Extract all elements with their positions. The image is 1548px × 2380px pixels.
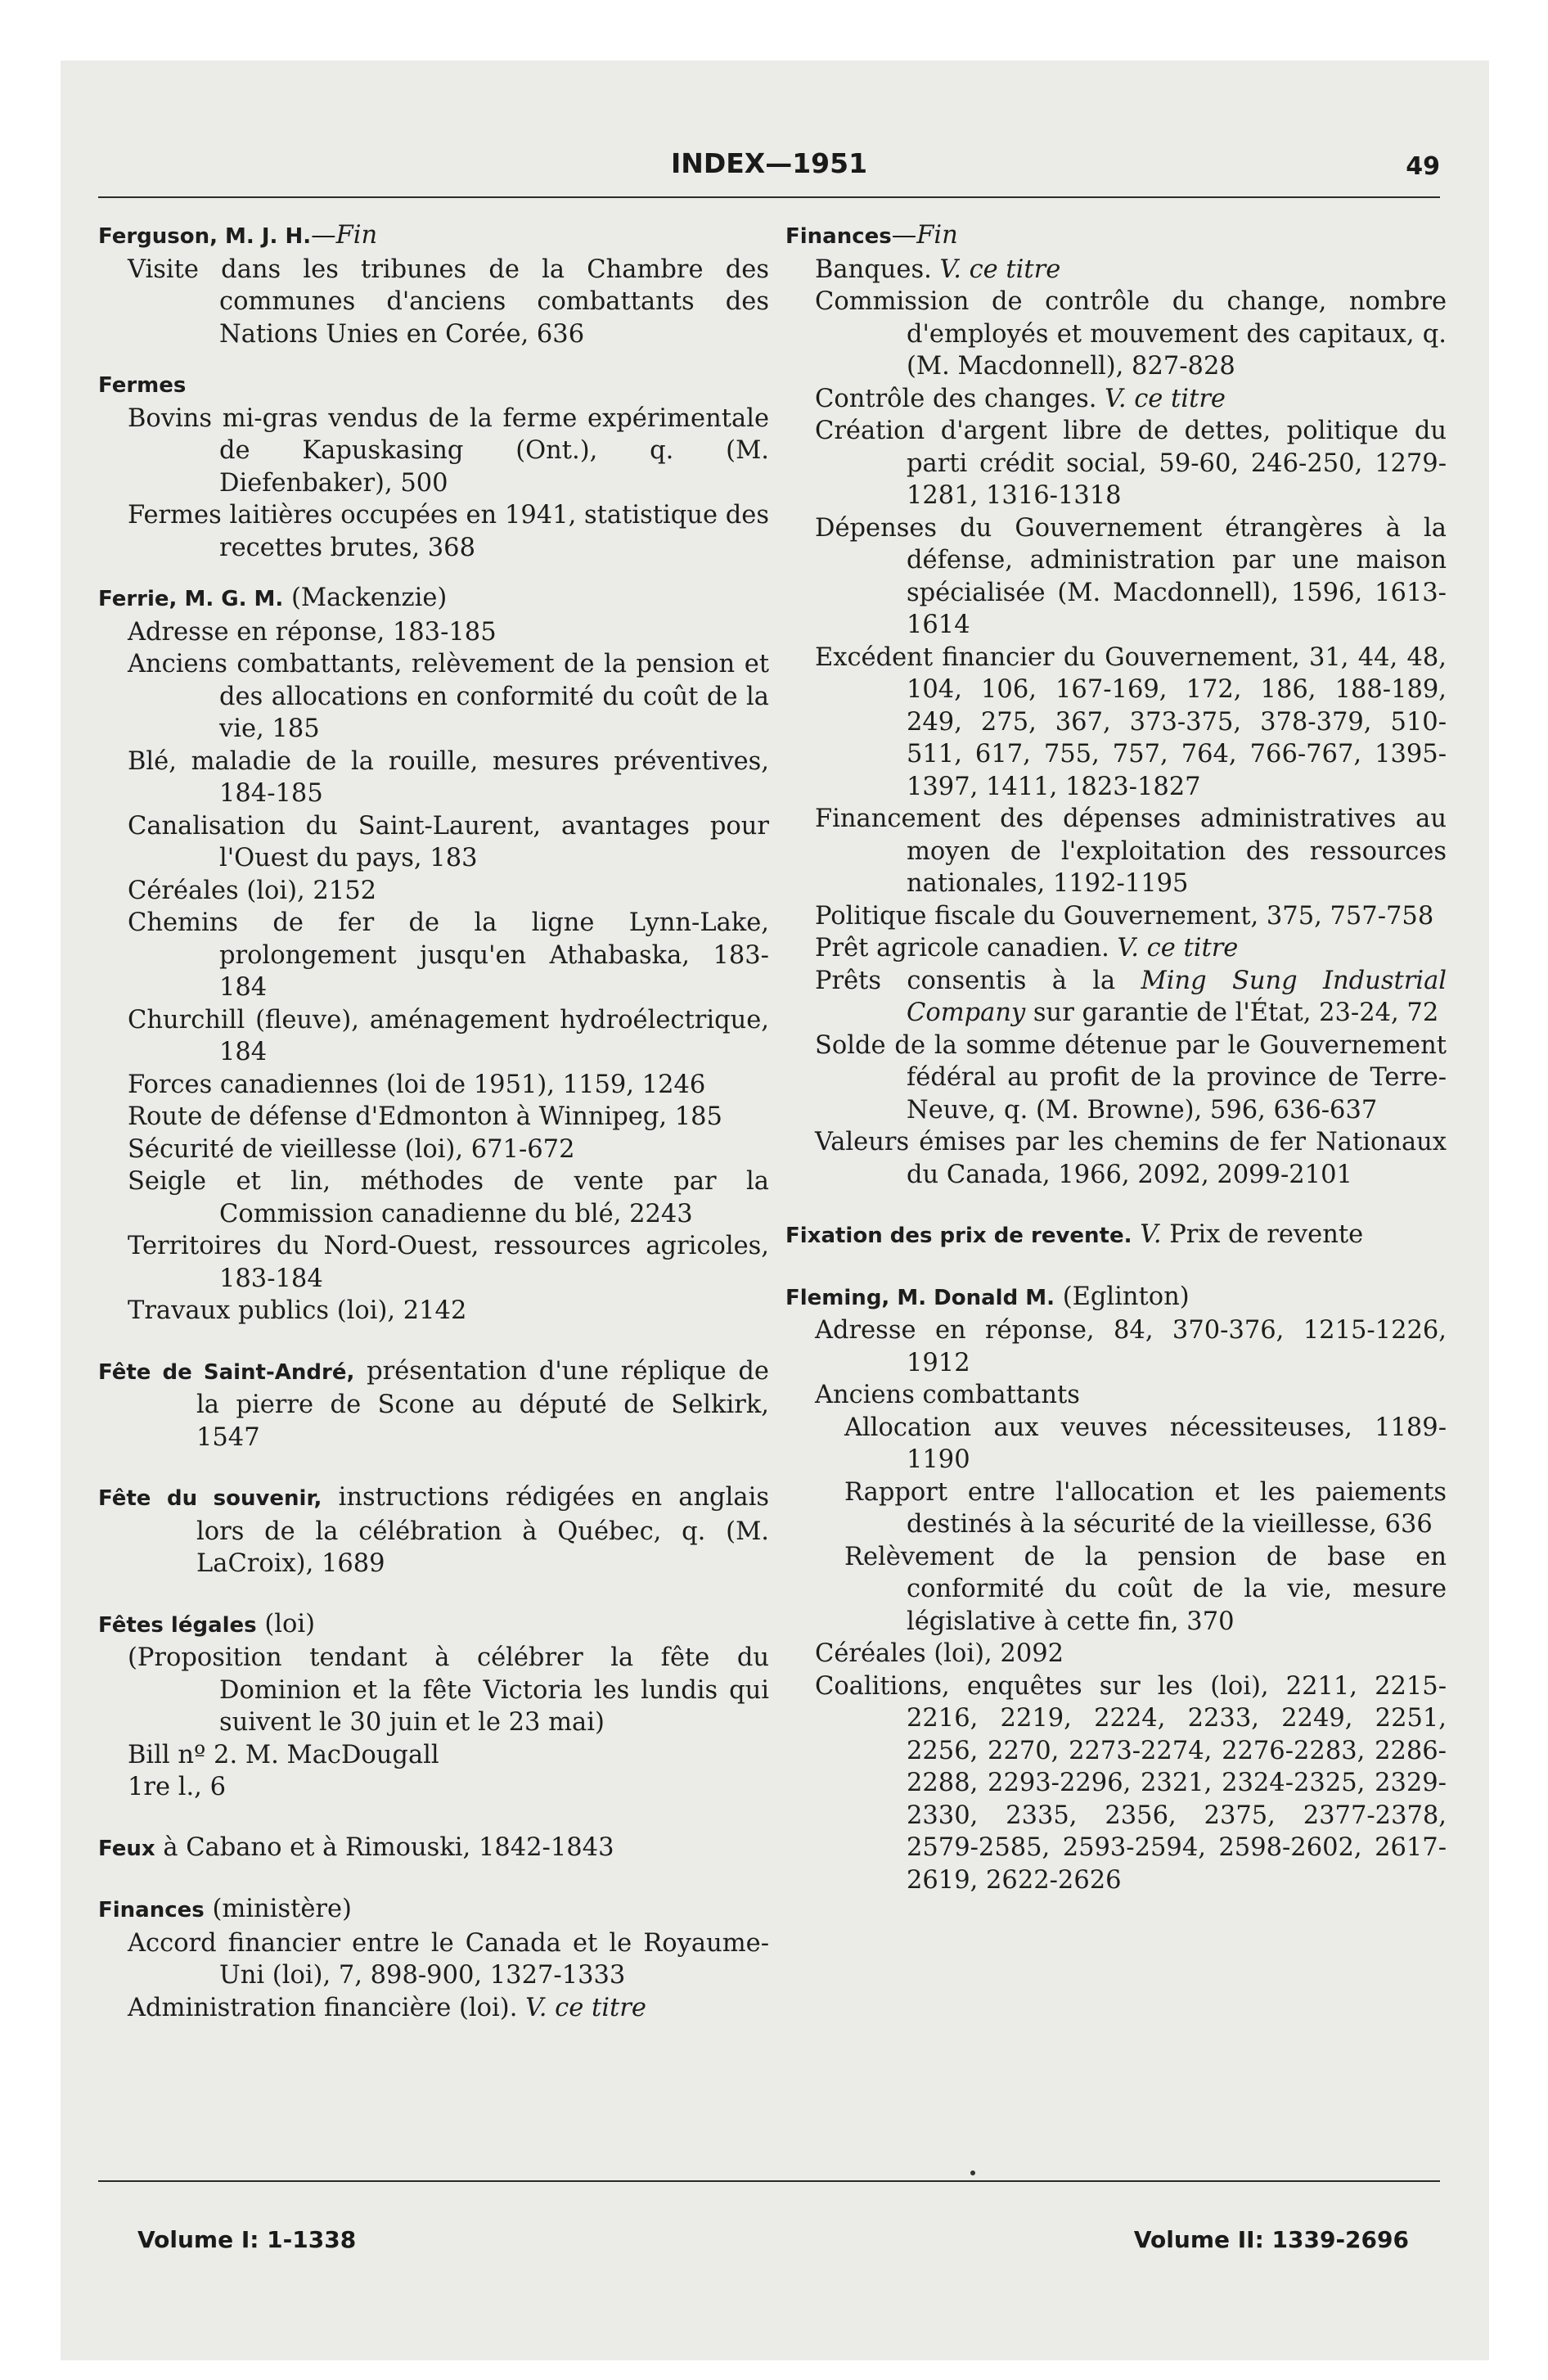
entry-text: Forces canadiennes (loi de 1951), 1159, 1246 bbox=[128, 1070, 706, 1099]
entry-text: Solde de la somme détenue par le Gouvernement fédéral au profit de la province de Terre-Neuve, q. (M. Browne), 596, 636-637 bbox=[815, 1030, 1447, 1125]
index-subentry bbox=[98, 1004, 769, 1069]
index-subentry bbox=[785, 286, 1447, 383]
entry-text: Bill nº 2. M. MacDougall bbox=[128, 1740, 439, 1769]
index-subentry bbox=[98, 499, 769, 564]
page-header bbox=[98, 147, 1440, 196]
entry-text: Commission de contrôle du change, nombre d'employés et mouvement des capitaux, q. (M. Macdonnell), 827-828 bbox=[815, 287, 1447, 381]
index-entry bbox=[98, 219, 769, 254]
index-entry bbox=[98, 582, 769, 616]
entry-text: Coalitions, enquêtes sur les (loi), 2211, 2215-2216, 2219, 2224, 2233, 2249, 2251, 2256, 2270, 2273-2274, 2276-2283, 2286-2288, 2293-2296, 2321, 2324-2325, 2329-2330, 2335, 2356, 2375, 2377-2378, 2579-2585, 2593-2594, 2598-2602, 2617-2619, 2622-2626 bbox=[815, 1671, 1447, 1895]
entry-text: Bovins mi-gras vendus de la ferme expérimentale de Kapuskasing (Ont.), q. (M. Diefenbaker), 500 bbox=[128, 403, 769, 498]
index-subentry bbox=[98, 616, 769, 649]
entry-separator bbox=[354, 1357, 367, 1386]
entry-separator: — bbox=[311, 221, 336, 250]
index-subentry bbox=[785, 1126, 1447, 1191]
index-subentry bbox=[98, 810, 769, 875]
index-entry bbox=[98, 1832, 769, 1866]
index-subentry bbox=[785, 512, 1447, 642]
entry-text: Administration financière (loi). bbox=[128, 1993, 526, 2022]
entry-separator bbox=[155, 1833, 164, 1862]
index-subentry bbox=[98, 1992, 769, 2025]
index-subentry bbox=[98, 907, 769, 1004]
index-subentry bbox=[785, 1379, 1447, 1412]
index-subsubentry bbox=[785, 1476, 1447, 1541]
entry-text: Valeurs émises par les chemins de fer Nationaux du Canada, 1966, 2092, 2099-2101 bbox=[815, 1128, 1447, 1189]
entry-text: Blé, maladie de la rouille, mesures préventives, 184-185 bbox=[128, 746, 769, 808]
entry-text: Rapport entre l'allocation et les paiements destinés à la sécurité de la vieillesse, 636 bbox=[844, 1477, 1447, 1539]
index-entry bbox=[98, 1893, 769, 1927]
entry-text: à Cabano et à Rimouski, 1842-1843 bbox=[163, 1832, 614, 1862]
entry-heading: Fleming, M. Donald M. bbox=[785, 1285, 1055, 1310]
entry-text: Territoires du Nord-Ouest, ressources agricoles, 183-184 bbox=[128, 1232, 769, 1293]
index-subsubentry bbox=[785, 1412, 1447, 1476]
entry-text: Politique fiscale du Gouvernement, 375, 757-758 bbox=[815, 901, 1434, 931]
entry-heading: Fermes bbox=[98, 373, 187, 398]
entry-text: Céréales (loi), 2152 bbox=[128, 876, 377, 905]
entry-separator bbox=[322, 1483, 338, 1512]
index-subentry bbox=[98, 1134, 769, 1166]
index-subentry bbox=[98, 1771, 769, 1804]
entry-heading: Ferrie, M. G. M. bbox=[98, 587, 284, 611]
entry-continued: Fin bbox=[916, 221, 958, 250]
entry-text: Création d'argent libre de dettes, politique du parti crédit social, 59-60, 246-250, 1279-1281, 1316-1318 bbox=[815, 417, 1447, 510]
index-subentry bbox=[785, 415, 1447, 512]
entry-text: 1re l., 6 bbox=[128, 1773, 226, 1801]
entry-text: Chemins de fer de la ligne Lynn-Lake, prolongement jusqu'en Athabaska, 183-184 bbox=[128, 908, 769, 1002]
index-subentry bbox=[98, 1069, 769, 1102]
entry-see-reference: Ming Sung Industrial Company bbox=[907, 966, 1447, 1027]
index-entry bbox=[785, 1219, 1447, 1253]
index-entry bbox=[98, 1481, 769, 1580]
index-entry bbox=[98, 1355, 769, 1454]
footer-rule bbox=[98, 2180, 1440, 2182]
index-subentry bbox=[785, 1670, 1447, 1897]
footer-dot bbox=[970, 2170, 975, 2175]
entry-text: Seigle et lin, méthodes de vente par la Commission canadienne du blé, 2243 bbox=[128, 1167, 769, 1228]
entry-text: Anciens combattants, relèvement de la pension et des allocations en conformité du coût de la vie, 185 bbox=[128, 650, 769, 743]
index-subentry bbox=[785, 254, 1447, 286]
page-number: 49 bbox=[1406, 152, 1440, 181]
entry-text: (ministère) bbox=[212, 1895, 352, 1923]
index-subentry bbox=[98, 403, 769, 500]
index-subentry bbox=[785, 965, 1447, 1030]
entry-heading: Fête de Saint-André, bbox=[98, 1359, 355, 1385]
entry-see-reference: V. bbox=[1140, 1220, 1162, 1249]
index-subentry bbox=[98, 1165, 769, 1230]
header-rule bbox=[98, 196, 1440, 198]
entry-text: Relèvement de la pension de base en conformité du coût de la vie, mesure législative à cette fin, 370 bbox=[844, 1542, 1447, 1636]
entry-heading: Feux bbox=[98, 1836, 155, 1861]
entry-text: Financement des dépenses administratives au moyen de l'exploitation des ressources nationales, 1192-1195 bbox=[815, 805, 1447, 898]
index-subentry bbox=[785, 900, 1447, 933]
index-subentry bbox=[785, 383, 1447, 416]
index-subentry bbox=[98, 875, 769, 908]
entry-text: Canalisation du Saint-Laurent, avantages pour l'Ouest du pays, 183 bbox=[128, 811, 769, 872]
entry-text: (Mackenzie) bbox=[290, 584, 448, 612]
entry-separator bbox=[1132, 1220, 1140, 1249]
index-subentry bbox=[98, 1927, 769, 1992]
entry-text: Sécurité de vieillesse (loi), 671-672 bbox=[128, 1134, 575, 1164]
entry-text: sur garantie de l'État, 23-24, 72 bbox=[1025, 998, 1439, 1027]
entry-text: Fermes laitières occupées en 1941, statistique des recettes brutes, 368 bbox=[128, 501, 769, 562]
index-subentry bbox=[98, 1739, 769, 1772]
index-entry bbox=[98, 368, 769, 403]
entry-text: Contrôle des changes. bbox=[815, 384, 1105, 413]
page-title: INDEX—1951 bbox=[670, 147, 868, 179]
entry-heading: Fête du souvenir, bbox=[98, 1486, 322, 1511]
footer-volume-2: Volume II: 1339-2696 bbox=[1133, 2226, 1409, 2253]
entry-text: instructions rédigées en anglais lors de la célébration à Québec, q. (M. LaCroix), 1689 bbox=[196, 1483, 769, 1578]
entry-heading: Fêtes légales bbox=[98, 1612, 257, 1638]
entry-text: présentation d'une réplique de la pierre de Scone au député de Selkirk, 1547 bbox=[196, 1356, 769, 1452]
entry-separator: — bbox=[891, 221, 917, 250]
index-subentry bbox=[98, 1101, 769, 1134]
index-column-right bbox=[785, 219, 1447, 1896]
entry-text: (Proposition tendant à célébrer la fête du Dominion et la fête Victoria les lundis qui suivent le 30 juin et le 23 mai) bbox=[128, 1643, 769, 1737]
index-subentry bbox=[98, 746, 769, 810]
entry-continued: Fin bbox=[335, 221, 378, 250]
entry-text: Dépenses du Gouvernement étrangères à la défense, administration par une maison spécialisée (M. Macdonnell), 1596, 1613-1614 bbox=[815, 513, 1447, 639]
entry-text: Route de défense d'Edmonton à Winnipeg, 185 bbox=[128, 1102, 722, 1131]
entry-text: Travaux publics (loi), 2142 bbox=[128, 1296, 467, 1325]
entry-text: Banques. bbox=[815, 255, 940, 284]
entry-text: Accord financier entre le Canada et le Royaume-Uni (loi), 7, 898-900, 1327-1333 bbox=[128, 1928, 769, 1990]
entry-separator bbox=[283, 584, 291, 612]
entry-separator bbox=[1055, 1282, 1063, 1311]
entry-text: Céréales (loi), 2092 bbox=[815, 1639, 1064, 1668]
index-subentry bbox=[98, 1230, 769, 1295]
index-subsubentry bbox=[785, 1541, 1447, 1639]
index-subentry bbox=[785, 803, 1447, 900]
entry-text: (Eglinton) bbox=[1062, 1282, 1190, 1311]
entry-heading: Finances bbox=[98, 1898, 205, 1922]
entry-text: Prêt agricole canadien. bbox=[815, 934, 1118, 962]
index-subentry bbox=[785, 1030, 1447, 1127]
entry-text: (loi) bbox=[264, 1609, 316, 1639]
footer-volume-1: Volume I: 1-1338 bbox=[137, 2226, 357, 2253]
entry-text: Churchill (fleuve), aménagement hydroélectrique, 184 bbox=[128, 1005, 769, 1066]
index-entry bbox=[785, 219, 1447, 254]
index-subentry bbox=[785, 642, 1447, 804]
entry-see-reference: V. ce titre bbox=[1105, 384, 1226, 413]
index-entry bbox=[785, 1281, 1447, 1315]
entry-heading: Ferguson, M. J. H. bbox=[98, 224, 312, 249]
index-column-left bbox=[98, 219, 769, 2024]
entry-text: Adresse en réponse, 84, 370-376, 1215-1226, 1912 bbox=[815, 1316, 1447, 1377]
index-subentry bbox=[98, 1642, 769, 1739]
entry-separator bbox=[205, 1895, 213, 1923]
index-subentry bbox=[98, 648, 769, 746]
entry-text: Prix de revente bbox=[1161, 1220, 1364, 1249]
entry-text: Allocation aux veuves nécessiteuses, 1189-1190 bbox=[844, 1413, 1447, 1474]
entry-heading: Finances bbox=[785, 224, 892, 249]
entry-text: Prêts consentis à la bbox=[815, 966, 1141, 995]
index-subentry bbox=[785, 1638, 1447, 1670]
entry-heading: Fixation des prix de revente. bbox=[785, 1224, 1132, 1248]
entry-text: Adresse en réponse, 183-185 bbox=[128, 617, 497, 647]
index-subentry bbox=[98, 1295, 769, 1327]
entry-text: Anciens combattants bbox=[815, 1381, 1080, 1409]
entry-text: Visite dans les tribunes de la Chambre des communes d'anciens combattants des Nations Unies en Corée, 636 bbox=[128, 255, 769, 349]
index-subentry bbox=[785, 1314, 1447, 1379]
index-subentry bbox=[98, 254, 769, 351]
index-subentry bbox=[785, 932, 1447, 965]
entry-see-reference: V. ce titre bbox=[525, 1993, 646, 2022]
entry-see-reference: V. ce titre bbox=[939, 255, 1061, 284]
entry-see-reference: V. ce titre bbox=[1117, 934, 1239, 962]
entry-separator bbox=[257, 1610, 265, 1639]
index-entry bbox=[98, 1608, 769, 1643]
entry-text: Excédent financier du Gouvernement, 31, 44, 48, 104, 106, 167-169, 172, 186, 188-189, 249, 275, 367, 373-375, 378-379, 510-511, 617, 755, 757, 764, 766-767, 1395-1397, 1411, 1823-1827 bbox=[815, 642, 1447, 801]
